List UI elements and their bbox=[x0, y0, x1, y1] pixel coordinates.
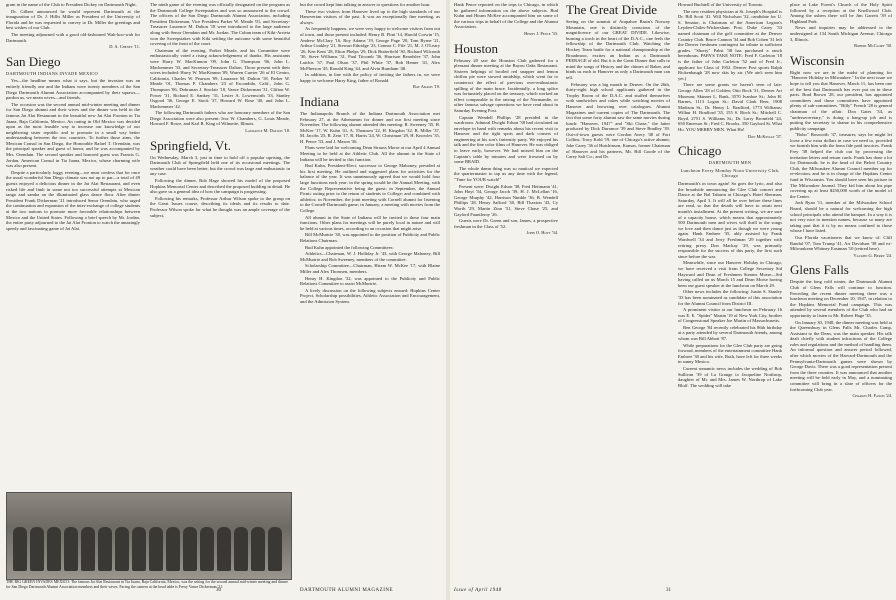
paragraph: February was a big month in Denver. On the 26th, thirty-eight high school applicants gathered in the Trophy Room of the D.A.C. and stuffed themselves with sandwiches and cokes while watching movies of Hanover and browsing over catalogues, Alumni Magazines and current copies of The Dartmouth. The fact that some forty alumni saw the same movies during lunch: "Hanover, 1947" and "Ski Chase," the latter produced by Dick Durrance '39 and Steve Bradley '39. Out-of-town guests were Gordon Avery '48 of Fort Collins; Tracy Kohl '19, one of Chicago's active alumni; Jake Carey '36 of Hutchinson, Kansas, former Chairman of Hanover and his partners, Mr. Bill Goode of the Carey Salt Co.; and Dr. bbox=[566, 81, 670, 160]
paragraph: Dartmouth's in town again! So goes the lyric, and also the broadside announcing the Glee Club concert and Dance at the Bal Tabarin at Chicago's Hotel Sherman, Saturday, April 3. It will all be over before these lines are read, so that the details will have to await next month's installment. At the present writing, we are sure of a capacity house, which means that approximately 500 Dartmouth men and wives will thrill to the songs we love and then dance just as though we were young again. Hank Embree '35, ably assisted by Frank Wardwell '34 and Jerry Freshman '29 together with retiring prexy Don Mackay '29, was primarily responsible for the success of this party, the first such since before the war. bbox=[678, 181, 782, 259]
page-number-right: 31 bbox=[666, 588, 671, 593]
paragraph: Hank Pence reported on the trips to Chicago, in which he gathered information on the above subjects. Bud Kuhn and Hiram McKee accompanied him on some of the various trips in behalf of the College and the Alumni Association. bbox=[454, 2, 558, 30]
paragraph: The ninth game of the evening was officially designated on the program as the Dartmouth College Sweepstakes and was so announced to the crowd. The officers of the San Diego Dartmouth Alumni Association, including President Dickerman, Vice President Parker W. Meade '01, and Secretary-Treasurer Laurence M. Dalton '18 were introduced to the large audience along with Senor Orendain and Mr. Jordan. The Cuban team of Kiki-Arrieta won the Sweepstakes with Kiki settling the outcome with some beautiful covering of the front of the court. bbox=[150, 2, 290, 47]
paragraph: gram in the name of the Club to President Dickey on Dartmouth Night. bbox=[6, 2, 137, 7]
signature: Don McKinlay '37. bbox=[747, 133, 782, 139]
paragraph: Guests were Dr. Green and son, James, a prospective freshman in the Class of '52. bbox=[454, 218, 558, 229]
dateline: DARTMOUTH INDIANS INVADE MEXICO bbox=[6, 70, 99, 76]
paragraph: Current romantic news includes the wedding of Bob Sullivan '39 of La Grange to Jacqueline Northrop, daughter of Mr. and Mrs. James W. Northrop of Lake Bluff. The wedding will take bbox=[678, 366, 782, 388]
page-number-left: 30 bbox=[216, 588, 221, 593]
paragraph: Seeing on the summit of Arapahoe Basin's Norway Mountain, one is distinctly conscious of the magnificence of our GREAT DIVIDE. Likewise, burning a torch in the heart of the D.A.C., one feels the fellowship of the Dartmouth Club. Watching the Hockey Team battle for a national championship at the Broadmoor, excites an Indian as a Dartmouth PEERAGE of old. But it is the Great Dinner that calls to mind the songs of History and the chimes of Baker, and binds us each to Hanover as only a Dartmouth man can tell. bbox=[566, 19, 670, 80]
signature: D. A. Cheney '11. bbox=[109, 44, 140, 50]
paragraph: Other news includes the following: Justin S. Stanley '33 has been nominated as candidate of this association for the Alumni Council from District III. bbox=[678, 289, 782, 306]
paragraph: Following his remarks, Professor Arthur Wilson spoke to the group on the Great Issues course, describing its ideals and its results to date. Professor Wilson spoke for what he thought was an ample coverage of the subject, bbox=[150, 195, 290, 218]
paragraph: Bud Kuhn appointed the following Committees: bbox=[305, 244, 394, 250]
paragraph: Athletics—Chairman, W. J. Holliday Jr. '43, with George Mahoney, Bill McMurtrie and Bob Sweeney, members of the committee. bbox=[300, 251, 440, 262]
footer-left: DARTMOUTH ALUMNI MAGAZINE bbox=[300, 588, 394, 593]
paragraph: The occasion was the second annual mid-winter meeting and dinner for San Diego alumni and their wives and the dinner was held in the famous Jai Alai Restaurant in the beautiful new Jai Alai Fronton in Tia Juana, Baja California, Mexico. An outing in Old Mexico was decided upon as the most feasible way to increase our knowledge of our neighboring sister republic and to promote in a small way better understanding between the two countries. To further those aims, the Mexican Consul in San Diego, the Honorable Rafael T. Orendain, was the principal speaker and guest of honor, and he was accompanied by Mrs. Orendain. The second speaker and honored guest was Francis G. Jordan, American Consul in Tia Juana, Mexico, whose charming wife was also present. bbox=[6, 101, 140, 169]
paragraph: "Bobo" Bosworth '37, treasurer, says he might let loose a few extra dollars in case we need to, provided we furnish him with the bona fide paid invoices. Frank Frey '38 helped the club out by processing the invitation letters and return cards. Frank has done a lot for Dartmouth; he is the head of the Beloit Country Club, the Milwaukee Alumni Council member up for re-election, and he is in charge of the Hopkins Center fund in Wisconsin. You should have seen his picture in The Milwaukee Journal. They kid him about his pipe covering up at least $250,000 worth of the model of the Center. bbox=[790, 132, 892, 199]
paragraph: Jack Ryan '11, member of the Milwaukee School Board, should be a natural for welcoming the high school principals who attend the banquet. In a way it is not very nice to mention names, because so many are taking part that it is by no means confined to those whose I have listed. bbox=[790, 200, 892, 234]
section-title-indiana: Indiana bbox=[300, 93, 339, 109]
section-title-great-divide: The Great Divide bbox=[566, 2, 657, 17]
right-col-1 bbox=[454, 2, 558, 584]
paragraph: Ben George '84 recently celebrated his 86th birthday at a party attended by several Dartmouth friends, among whom was Bill Abbott '87. bbox=[678, 324, 782, 342]
paragraph: On January 30, 1948, the dinner meeting was held at the Queensbury in Glens Falls Mr. Charles Camp, Assistant to the Dean, was the main speaker. His talk dealt chiefly with student infractions of the College rules and regulations and the method of handling them. An informal question and answer period followed, after which movies of the Harvard-Dartmouth and the Pennsylvania-Dartmouth games were shown by George Davis. There was a good representation present from the three counties. It was announced that another meeting will be held early in May, and a nominating committee will bring in a slate of officers for the forthcoming Club year. bbox=[790, 319, 892, 392]
paragraph: Following the dinner, Bob Hage showed his model of the proposed Hopkins Memorial Center and described the proposed building in detail. He also gave us a general idea of how the campaign is progressing. bbox=[150, 178, 290, 195]
paragraph: Present were: Dwight Edson '38, Fred Heitmann '41, John Hoyt '34, George Jacob '39, H. J. McLellan '16, George Murphy '42, Harrison Nimble '36, B. Wendell Phillips '28, Henry Safford '30, Bill Thaxton '43, Cy Worth '29, Martin Zinn '31, Steve Chase '25, and Gaylord Fauntleroy '26. bbox=[454, 183, 558, 217]
left-col-1 bbox=[6, 2, 140, 488]
paragraph: A prominent visitor at our luncheon on February 16 was E. E. "Spider" Martin '19 of New York City, brother of Congressional Speaker Joe Martin of Massachusetts. bbox=[678, 307, 782, 324]
right-col-2 bbox=[566, 2, 670, 584]
paragraph: All alumni in the State of Indiana will be invited to these four main functions. Other plans for meetings will be purely local in nature and will be held at various times, according to an occasion that might arise. bbox=[300, 214, 440, 231]
paragraph: Despite a particularly foggy evening—we must confess that for once the usual wonderful San Diego climate was not up to par—a total of 49 guests enjoyed a delicious dinner in the Jai Alai Restaurant, and even risked life and limb in some not too successful attempts at Mexican tango and samba on the illuminated glass dance floor. After dinner President Frank Dickerman '21 introduced Senor Orendain, who urged the continuation and expansion of the inter-exchange of college students at the two nations to promote more favorable relationships between Mexico and the United States. Following a brief speech by Mr. Jordan, the entire party adjourned to the Jai Alai Fronton to watch the amazingly speedy and fascinating game of Jai Alai. bbox=[6, 169, 140, 231]
paragraph: Dr. Gilbert announced he would represent Dartmouth at the inauguration of Dr. J. Hillis Miller as President of the University of Florida and he was requested to convey to Dr. Miller the greetings and best wishes of our Club. bbox=[6, 8, 140, 31]
paragraph: In addition, in line with the policy of inviting the fathers in, we were happy to welcome Harry King, father of Ronald. bbox=[300, 72, 440, 83]
paragraph: These two visitors from Hanover lived up to the high standards of our Hanoverian visitors of the past. It was an exceptionally fine meeting, as always. bbox=[300, 8, 440, 25]
section-title-san-diego: San Diego bbox=[6, 53, 61, 69]
signature: Laurance M. Dalton '18. bbox=[245, 128, 290, 134]
paragraph: but the crowd kept him talking in answer to questions for another hour. bbox=[300, 2, 431, 7]
section-title-houston: Houston bbox=[454, 40, 499, 56]
signature: Robert McClory '30. bbox=[854, 43, 892, 49]
paragraph: Right now we are in the midst of planning for "Hanover Holiday in Milwaukee." In the next issue we hope to tell you that Hanover, March 11, has been one of the best that Dartmouth has ever put on in these parts. Brad Brown '28, our president, has appointed committees and those committees have appointed plenty of sub-committees. "Billy" French '28 is general chairman of the affair. Don Gates '34, as "underseceretary," is doing a bang-up job and is putting the secretary to shame in his comprehensive publicity campaign. bbox=[790, 69, 892, 131]
signature: Vaughn G. Berry '24. bbox=[853, 252, 892, 258]
left-col-2 bbox=[150, 2, 290, 488]
paragraph: Scholarship Committee—Chairman, Hiram W. McKee '17, with Blaine Miller and Alex Thomsen, members. bbox=[300, 263, 440, 274]
paragraph: News and inquiries may be addressed to the undersigned at 134 South Michigan Avenue, Chicago 3, Illinois. bbox=[790, 25, 892, 42]
paragraph: Bud Kuhn, President-Elect, successor to George Mahoney, presided at his first meeting. He outlined and suggested plans for activities for the balance of the year. It was unanimously agreed that we would hold four large functions each year: in the spring would be the Annual Meeting, with the College Representative being the guest; in September, the Annual Picnic outing prior to the return of students to College; and combined with athletics; in November, the joint meeting with Cornell alumni for listening to the Cornell-Dartmouth game; in January, a meeting with movies from the College. bbox=[300, 163, 440, 213]
section-title-glens-falls: Glens Falls bbox=[790, 262, 849, 278]
paragraph: Plans were laid for welcoming Dean Strauss Morse at our April 4 Annual Meeting to be held at the Athletic Club. All the alumni in the State of Indiana will be invited to this function. bbox=[300, 145, 440, 162]
restaurant-photo bbox=[6, 492, 292, 580]
paragraph: The Indianapolis Branch of the Indiana Dartmouth Association met February 27, at the Athenaeum for dinner and our first meeting since November. The following alumni attended this meeting: R. Sweeney '35, H. McKee '17, W. Kuhn '41, A. Thomsen '22, H. Kingdon '32, B. Miller '37, M. Jacobs '25, R. Zein '17, R. Harris '24, W. Christman '29, H. Knowles '35, H. Pence '33, and J. Mason '36. bbox=[300, 110, 440, 144]
paragraph: Our Florida vacationers that we know of: Cliff Randal '07, Tom Trump '41, Art Davidson '38 and ex-Milwaukean Whitney Eastman '10 (retired here). bbox=[790, 234, 892, 252]
paragraph: Henry H. Kingdon '32, was appointed to the Publicity and Public Relations Committee to assist McMurtrie. bbox=[300, 275, 440, 287]
section-title-chicago: Chicago bbox=[678, 143, 722, 159]
paragraph: Howard Buchtell of the University of Toronto. bbox=[678, 2, 764, 7]
paragraph: There are some grants we haven't seen of late: George Allen '28 of Golden; Otto Bock '31, Denver Art Museum; Skinner L. Bank, 3570 Ivanhoe St.; John H. Barnes, 1113 Logan St.; David Clark Beer, 1908 Madison St.; Dr. Henry L. Bradford, 1773 Williams; Wilbur H. Bradford '35, 155 S. Birch St.; Mitchell C. Boyd, 2751 S. Williams St.; Dr. Larry Bromfeld '24, 650 Emerson St.; Fred C. Brooks, 350 Gaylord St. What Ho. YOU MERRY MEN. What Ho! bbox=[678, 82, 782, 133]
section-title-springfield: Springfield, Vt. bbox=[150, 137, 232, 153]
right-page bbox=[450, 0, 896, 600]
paragraph: While preparations for the Glee Club party are going forward, members of the entertainment committee Hank Embree '30 and his wife, Ruth, have left for three weeks in sunny Mexico. bbox=[678, 342, 782, 365]
paragraph: As frequently happens, we were very happy to welcome visitors from out of town, and those present included: Henry B. Flint '14, Harold Corwin '15, Andrew McClary '16, Roy Adams '19, George Page '20, Tom Byrne '21, Arthur Coakley '21, Stewart Ethridge '23, Connor C. Fife '21, M. J. O'Leary '26, Ken Kent '28, Elton Phelps '29, Dick Butterfield '30, Richard Wilcomb '30, Steve Williams '31, Paul Titcomb '36, Harrison Beardslee '37, John Latchis '37, Paul Olson '37, Phil White '37, Bob Hemer '41, Alex McPherson '45, Ronald King '44, and Alvin Burnham '48. bbox=[300, 26, 440, 71]
footer-right: Issue of April 1948 bbox=[454, 588, 502, 593]
subdateline: Luncheon Every Monday Noon University Club, Chicago bbox=[680, 167, 780, 179]
paragraph: The new resident physician at St. Joseph's Hospital is Dr. Bill Scott '41. Will Nicholson '32, candidate for U. S. Senator, is Chairman of the American Legion's Leyden-Chiles-Wickersham Post. Duke Carey '33 named chairman of the golf committee at the Denver Country Club. Bruce Cannon '34 and Bob Cohen '31 left the Denver freshmen contingent for tribute to sufficient grades. "Shorty" Pabst '38 has purchased a ranch hereabouts. PAPA'S TAKE NOTE: Fred F. Carleton '18 is the father of John Carleton '52 and of Fred Jr., applicant for Class of 1952. Denver Post sports Ralph Rickenbaugh '28 now skis by air. (We ain't seen him yet.) bbox=[678, 8, 782, 81]
paragraph: Chairman of the evening, Parker Meade, and his Committee were enthusiastically voted a rising acknowledgement of thanks. His assistants were Harry W. MacKinnon '09, John G. Thompson '06, John L. Machemmer '33, and Secretary-Treasurer Dalton. Those present with their wives included: Harry W. MacKinnon '09, Warren Currier '26 of El Centro, California, Charles W. Pearson '09, Laurance M. Dalton '18, Parker W. Meade '01, Thomas P. Chambers '23 of Escondido, Calif., John G. Thompson '06, Dobrunan J. Sinclair '18, Vance Dickerman '31, Clifton W. Power '31, Richard E. Sankey '31, Lester A. Lowenwirth '33, Stanley Osgood '36, George E. Stock '37, Howard W. Rose '40, and John L. Machemmer '42. bbox=[150, 47, 290, 109]
paragraph: Bill McMurtrie '38, was appointed to the position of Publicity and Public Relations Chairman. bbox=[300, 232, 440, 243]
paragraph: A lively discussion on the following subjects ensued: Hopkins Center Project, Scholarship possibilities, Athletic Association and Encouragement, and the Admission System. bbox=[300, 287, 440, 304]
paragraph: The meeting adjourned with a good old-fashioned Wah-hoo-wah for Dartmouth. bbox=[6, 31, 140, 43]
paragraph: place at Lake Forest's Church of the Holy Spirit followed by a reception at the Knollwood Club. Among the ushers there will be Jim Garrett '39 of Highland Park. bbox=[790, 2, 892, 24]
paragraph: Yes—the headline means what it says, but the invasion was an entirely friendly one and the Indians were twenty members of the San Diego Dartmouth Alumni Association accompanied by their squaws—pardon us, we mean wives—and friends. bbox=[6, 78, 140, 101]
signature: Ray Adams '19. bbox=[412, 84, 440, 90]
section-title-wisconsin: Wisconsin bbox=[790, 52, 845, 68]
paragraph: Meanwhile, since our Hanover Holiday in Chicago, we have received a visit from College Secretary Sid Hayward and Dean of Freshmen Stearns Morse—Sid having called on us March 15 and Dean Morse having been our guest speaker at the luncheon on March 29. bbox=[678, 260, 782, 288]
photo-figures bbox=[13, 527, 282, 571]
left-page bbox=[0, 0, 446, 600]
paragraph: February 20 saw the Houston Club gathered for a pleasant dinner meeting at the Bayou Oaks Restaurant. Sixteen helpings of broiled red snapper and lemon chiffon pie were stowed amidship, which went far to counteract the effect of previous over-enthusiastic spilling of the main brace. Incidentally, a long splice was fortunately placed on the treasury, which worked an effect comparable to the raising of the Normandie, or other famous salvage operations we have read about in Saturday Evening Post. bbox=[454, 57, 558, 113]
paragraph: On Wednesday, March 3, just in time to hold off a popular uprising, the Dartmouth Club of Springfield held one of its occasional meetings. The weather could have been better, but the crowd was large and enthusiastic in any case. bbox=[150, 154, 290, 177]
paragraph: Captain Wendell Phillips '28 presided in the wardroom. Admiral Dwight Edson '38 had circulated an envelope in hand with remarks about his recent visit to Hanover and the tight spots and dark corners of engineering at his son's fraternity party. We enjoyed his talk and the fine color films of Hanover. He was obliged to leave early, however. We had missed him on the Captain's table by minutes and were frowned on by some BRAID. bbox=[454, 114, 558, 165]
dateline: DARTMOUTH MEN bbox=[708, 160, 752, 166]
signature: Henry J. Pence '33. bbox=[524, 30, 558, 36]
left-col-3 bbox=[300, 2, 440, 584]
signature: John O. Hoyt '34. bbox=[526, 230, 558, 236]
paragraph: The whole damn thing was so nautical we expected the quartermaster to tap us any time with the legend, "Time for YOUR watch!" bbox=[454, 165, 558, 183]
right-col-4 bbox=[790, 2, 892, 584]
paragraph: The following Dartmouth fathers who are honorary members of the San Diego Association were also present: Ivor W. Chambers, G. Louis Meade, Howard F. Rowe, and Karl B. King of Wilmette, Illinois. bbox=[150, 110, 290, 127]
paragraph: Despite the long cold winter, the Dartmouth Alumni Club of Glens Falls will continue to function. Preceding the recent dinner meeting there was a luncheon meeting on December 10, 1947, in relation to the Hopkins Memorial Fund campaign. This was attended by several members of the Club who had an opportunity to listen to Mr. Robert Hage '35. bbox=[790, 279, 892, 318]
right-col-3 bbox=[678, 2, 782, 584]
signature: Charles H. Faxon '24. bbox=[852, 393, 892, 399]
photo-caption: THE BIG GREEN INVADES MEXICO: The famous Jai Alai Restaurant in Tia Juana, Baja California, Mexico, was the setting for the second annual mid-winter meeting and dinner for San Diego Dartmouth Alumni Association members and their wives. Facing the camera at the head table is Frexy Vance Dickerman '21. bbox=[6, 580, 288, 589]
